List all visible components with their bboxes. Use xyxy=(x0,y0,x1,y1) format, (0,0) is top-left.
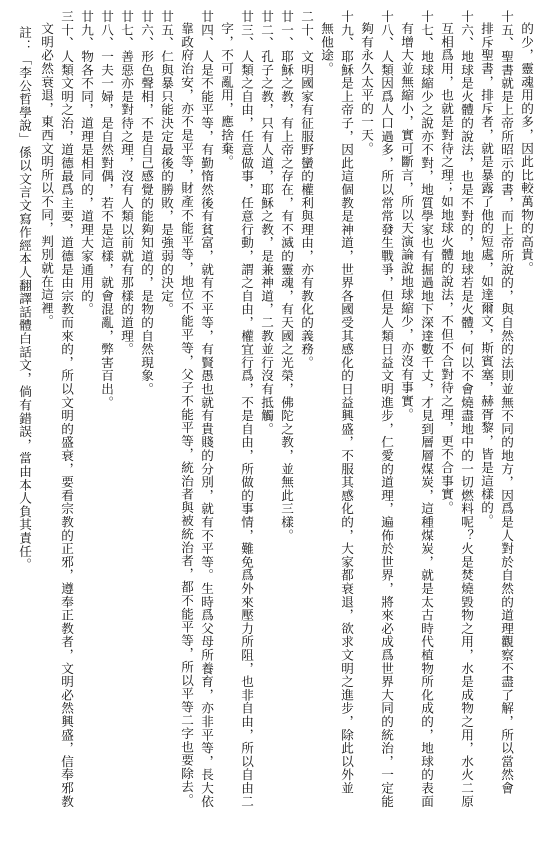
text-column: 十九、耶穌是上帝子，因此這個教是神道，世界各國受其感化的日益興盛，不服其感化的，大家都衰退，欲求文明之進步，除此以外並 xyxy=(339,10,354,795)
text-column: 廿四、人是不能平等，有勤惰然後有貧富，就有不平等，有賢愚也就有貴賤的分別，就有不平等。生時爲父母所養育，亦非平等，長大依 xyxy=(199,10,214,808)
text-column: 十七、地球縮少之說亦不對，地質學家也有掘過地下深達數千丈，才見到層層煤炭，這種煤炭，就是太古時代植物所化成的，地球的表面 xyxy=(419,10,434,808)
text-column: 排斥聖書，排斥者，就是暴露了他的短處，如達爾文，斯賓塞，赫胥黎，皆是這樣的。 xyxy=(479,22,494,528)
text-column: 十五、聖書就是上帝所昭示的書，而上帝所說的，與自然的法則並無不同的地方，因爲是人對於自然的道理觀察不盡了解，所以當然會 xyxy=(499,10,514,795)
text-column: 廿一、耶穌之教，有上帝之存在，有不滅的靈魂，有天國之光榮，佛陀之教，並無此三樣。 xyxy=(279,10,294,542)
text-column: 廿七、善惡亦是對待之理，沒有人類以前就有那樣的道理。 xyxy=(119,10,134,356)
text-column: 十八、人類因爲人口過多，所以常常發生戰爭，但是人類日益文明進步，仁愛的道理，遍佈於世界，將來必成爲世界大同的統治，一定能 xyxy=(379,10,394,808)
text-column: 字，不可亂用，應捨棄。 xyxy=(219,22,234,169)
text-column: 三十、人類文明之治，道德最爲主要，道德是由宗教而來的，所以文明的盛衰，要看宗教的正邪，遵奉正教者，文明必然興盛，信奉邪教 xyxy=(59,10,74,808)
text-column: 的少，靈魂用的多，因此比較萬物的高貴。 xyxy=(519,22,534,275)
text-column: 十六、地球是火體的說法，也是不對的，地球若是火體，何以不會燒盡地中的一切燃料呢？火是焚燒毀物之用，水是成物之用，水火二原 xyxy=(459,10,474,808)
text-column: 廿五、仁與暴只能決定最後的勝敗，是強弱的決定。 xyxy=(159,10,174,316)
text-column: 廿二、孔子之教，只有人道，耶穌之教，是兼神道，二教並行沒有抵觸。 xyxy=(259,10,274,436)
text-column: 文明必然衰退，東西文明所以不同，判別就在這裡。 xyxy=(39,22,54,328)
text-column: 互相爲用，也就是對待之理；如地球火體的說法，不但不合對待之理，更不合事實。 xyxy=(439,22,454,515)
text-column: 廿六、形色聲相，不是自己感覺的能夠知道的，是物的自然現象。 xyxy=(139,10,154,396)
text-column: 無他途。 xyxy=(319,22,334,76)
text-column: 二十、文明國家有征服野蠻的權利與理由，亦有教化的義務。 xyxy=(299,10,314,370)
text-column: 夠有永久太平的一天。 xyxy=(359,22,374,155)
footnote-column: 註：「李公哲學說」係以文言文寫作經本人翻譯話體白話文，倘有錯誤，當由本人負其責任。 xyxy=(17,26,32,572)
text-column: 靠政府治安，亦不是平等，財產不能平等，地位不能平等，父子不能平等，統治者與被統治者，都不能平等，所以平等二字也要除去。 xyxy=(179,22,194,807)
text-column: 廿八、一夫一婦，是自然對偶，若不是這樣，就會混亂，弊害百出。 xyxy=(99,10,114,409)
text-column: 有增大並無縮小，實可斷言，所以天演論說地球縮少，亦沒有事實。 xyxy=(399,22,414,421)
text-column: 廿九、物各不同，道理是相同的，道理大家通用的。 xyxy=(79,10,94,316)
text-column: 廿三、人類之自由，任意做事，任意行動，謂之自由，權宜行爲，不是自由，所做的事情，難免爲外來壓力所阻，也非自由，所以自由二 xyxy=(239,10,254,808)
